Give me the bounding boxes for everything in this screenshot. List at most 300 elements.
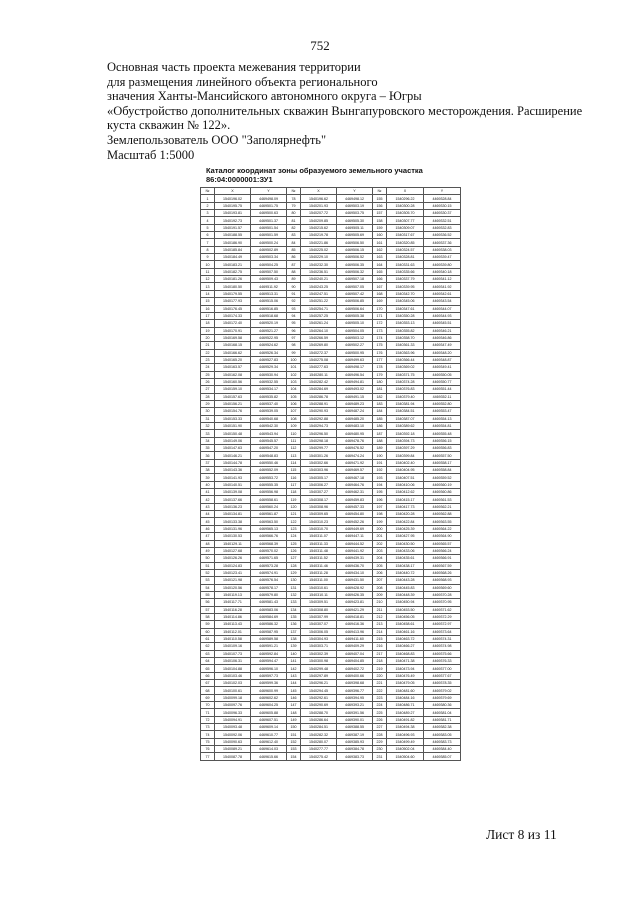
table-cell: 153: [287, 746, 301, 753]
table-cell: 1540311.28: [301, 569, 337, 576]
header-line: Основная часть проекта межевания территории: [107, 60, 361, 74]
table-cell: 25: [201, 371, 215, 378]
table-row: [201, 430, 461, 437]
table-cell: 148: [287, 709, 301, 716]
table-cell: 166: [373, 276, 387, 283]
table-cell: 4469518.68: [251, 312, 287, 319]
table-cell: 82: [287, 224, 301, 231]
table-cell: 1540345.06: [387, 298, 424, 305]
table-cell: 4469332.51: [424, 217, 461, 224]
table-row: [201, 452, 461, 459]
table-cell: 222: [373, 687, 387, 694]
table-cell: 104: [287, 386, 301, 393]
table-cell: 1540251.22: [301, 298, 337, 305]
table-cell: 4469612.40: [251, 738, 287, 745]
table-cell: 4469385.07: [424, 753, 461, 760]
table-cell: 1540445.83: [387, 584, 424, 591]
table-cell: 1540427.95: [387, 533, 424, 540]
table-cell: 226: [373, 716, 387, 723]
table-cell: 3: [201, 210, 215, 217]
table-cell: 4469520.19: [251, 320, 287, 327]
table-cell: 1540284.69: [301, 386, 337, 393]
table-cell: 4469547.20: [251, 445, 287, 452]
table-cell: 4469501.59: [251, 232, 287, 239]
table-row: [201, 665, 461, 672]
table-cell: 1540196.02: [215, 195, 251, 202]
table-cell: 1540303.71: [301, 643, 337, 650]
table-header-row: [201, 188, 461, 195]
table-cell: 1540116.28: [215, 606, 251, 613]
table-row: [201, 746, 461, 753]
table-cell: 4469589.58: [251, 635, 287, 642]
table-cell: 4469421.29: [337, 606, 373, 613]
table-cell: 175: [373, 342, 387, 349]
table-cell: 4469344.07: [424, 305, 461, 312]
table-cell: 1540090.63: [215, 738, 251, 745]
table-cell: 1540181.26: [215, 276, 251, 283]
table-cell: 4469356.15: [424, 437, 461, 444]
table-cell: 4469506.85: [337, 298, 373, 305]
table-cell: 4469540.68: [251, 415, 287, 422]
table-cell: 4469483.10: [337, 423, 373, 430]
table-cell: 1540133.38: [215, 518, 251, 525]
table-cell: 169: [373, 298, 387, 305]
table-cell: 4469454.80: [337, 511, 373, 518]
table-cell: 1540453.50: [387, 606, 424, 613]
table-cell: 1540136.23: [215, 503, 251, 510]
table-cell: 141: [287, 658, 301, 665]
table-cell: 4469340.18: [424, 268, 461, 275]
table-cell: 1540130.53: [215, 533, 251, 540]
table-cell: 4469509.43: [251, 276, 287, 283]
table-cell: 4469504.05: [337, 327, 373, 334]
table-cell: 4469576.54: [251, 577, 287, 584]
table-cell: 68: [201, 687, 215, 694]
table-cell: 167: [373, 283, 387, 290]
table-cell: 4469431.50: [337, 577, 373, 584]
table-cell: 214: [373, 628, 387, 635]
table-cell: 1540309.51: [301, 599, 337, 606]
table-cell: 1540299.48: [301, 665, 337, 672]
table-cell: 186: [373, 423, 387, 430]
table-cell: 1540374.28: [387, 378, 424, 385]
table-cell: 4469505.69: [337, 232, 373, 239]
table-cell: 72: [201, 716, 215, 723]
table-cell: 213: [373, 621, 387, 628]
table-cell: 4469503.75: [337, 210, 373, 217]
table-cell: 1540461.16: [387, 628, 424, 635]
table-cell: 4469614.03: [251, 746, 287, 753]
table-cell: 1540193.81: [215, 210, 251, 217]
table-row: [201, 327, 461, 334]
table-cell: 209: [373, 591, 387, 598]
table-cell: 1540305.70: [387, 210, 424, 217]
table-cell: 1540109.16: [215, 643, 251, 650]
table-cell: 4469511.92: [251, 283, 287, 290]
table-row: [201, 709, 461, 716]
table-cell: 4469579.80: [251, 591, 287, 598]
table-cell: 85: [287, 246, 301, 253]
table-cell: 1540448.39: [387, 591, 424, 598]
table-row: [201, 334, 461, 341]
table-row: [201, 489, 461, 496]
table-cell: 4469487.24: [337, 408, 373, 415]
table-cell: 196: [373, 496, 387, 503]
table-cell: 1540389.62: [387, 423, 424, 430]
table-cell: 1540404.95: [387, 467, 424, 474]
table-cell: 114: [287, 459, 301, 466]
table-row: [201, 599, 461, 606]
table-cell: 4469574.91: [251, 569, 287, 576]
table-cell: 4469341.12: [424, 276, 461, 283]
table-cell: 4469348.87: [424, 356, 461, 363]
table-cell: 4469336.52: [424, 232, 461, 239]
table-cell: 1540131.96: [215, 525, 251, 532]
table-cell: 58: [201, 613, 215, 620]
table-cell: 4469377.67: [424, 672, 461, 679]
table-cell: 61: [201, 635, 215, 642]
table-cell: 199: [373, 518, 387, 525]
table-row: [201, 393, 461, 400]
table-cell: 126: [287, 547, 301, 554]
table-cell: 1540299.77: [301, 445, 337, 452]
table-cell: 4469375.66: [424, 650, 461, 657]
table-cell: 1540381.94: [387, 400, 424, 407]
table-cell: 4469610.77: [251, 731, 287, 738]
table-cell: 99: [287, 349, 301, 356]
table-cell: 1540183.21: [215, 261, 251, 268]
table-cell: 4469578.17: [251, 584, 287, 591]
table-cell: 158: [373, 217, 387, 224]
table-cell: 210: [373, 599, 387, 606]
table-cell: 1540196.62: [301, 195, 337, 202]
table-cell: 4469583.06: [251, 606, 287, 613]
table-cell: 4469530.94: [251, 371, 287, 378]
table-row: [201, 496, 461, 503]
table-cell: 4469496.54: [337, 371, 373, 378]
table-cell: 4469358.84: [424, 467, 461, 474]
table-row: [201, 518, 461, 525]
table-cell: 1540496.93: [387, 731, 424, 738]
table-cell: 1540240.21: [301, 276, 337, 283]
header-line: Землепользователь ООО "Заполярнефть": [107, 132, 327, 147]
table-cell: 4469339.47: [424, 254, 461, 261]
table-cell: 88: [287, 268, 301, 275]
table-cell: 1540463.72: [387, 635, 424, 642]
table-cell: 93: [287, 305, 301, 312]
table-cell: 4469505.10: [337, 320, 373, 327]
table-cell: 4469500.24: [251, 239, 287, 246]
table-cell: 4469347.49: [424, 342, 461, 349]
table-cell: 1540471.38: [387, 658, 424, 665]
table-cell: 182: [373, 393, 387, 400]
table-cell: 203: [373, 547, 387, 554]
table-cell: 137: [287, 628, 301, 635]
table-cell: 4469359.52: [424, 474, 461, 481]
table-cell: 1540192.73: [215, 217, 251, 224]
table-cell: 4469609.14: [251, 724, 287, 731]
table-cell: 120: [287, 503, 301, 510]
table-cell: 142: [287, 665, 301, 672]
table-cell: 4469362.88: [424, 511, 461, 518]
table-row: [201, 283, 461, 290]
table-cell: 4469506.32: [337, 268, 373, 275]
table-row: [201, 195, 461, 202]
table-cell: 1540114.86: [215, 613, 251, 620]
table-cell: 4469507.18: [337, 276, 373, 283]
table-cell: 1540394.73: [387, 437, 424, 444]
table-cell: 5: [201, 224, 215, 231]
table-row: [201, 261, 461, 268]
table-cell: 1540201.93: [301, 202, 337, 209]
table-cell: 1540219.78: [301, 232, 337, 239]
table-cell: 21: [201, 342, 215, 349]
table-cell: 165: [373, 268, 387, 275]
table-cell: 200: [373, 525, 387, 532]
table-cell: 4469571.65: [251, 555, 287, 562]
table-cell: 4469350.05: [424, 371, 461, 378]
table-cell: 4469500.95: [337, 349, 373, 356]
coordinate-table: [200, 187, 461, 761]
table-cell: 1540384.51: [387, 408, 424, 415]
table-cell: 1540092.06: [215, 731, 251, 738]
table-cell: 1540184.49: [215, 254, 251, 261]
table-cell: 4469368.93: [424, 577, 461, 584]
table-cell: 1540277.63: [301, 364, 337, 371]
table-cell: 1540458.61: [387, 621, 424, 628]
table-cell: 1540102.03: [215, 680, 251, 687]
table-cell: 1540288.91: [301, 400, 337, 407]
table-cell: 1540195.75: [215, 202, 251, 209]
table-cell: 96: [287, 327, 301, 334]
table-cell: 4469503.19: [337, 202, 373, 209]
table-cell: 1540275.42: [301, 753, 337, 760]
table-cell: 49: [201, 547, 215, 554]
table-cell: 1540328.81: [387, 254, 424, 261]
table-cell: 1540310.70: [301, 525, 337, 532]
table-cell: 1540294.73: [301, 423, 337, 430]
table-cell: 4469409.29: [337, 643, 373, 650]
table-cell: 4469428.92: [337, 584, 373, 591]
table-cell: 4469563.50: [251, 518, 287, 525]
table-cell: 130: [287, 577, 301, 584]
table-cell: 4469360.86: [424, 489, 461, 496]
column-header: №: [201, 188, 215, 195]
table-cell: 4469353.47: [424, 408, 461, 415]
table-cell: 1540107.73: [215, 650, 251, 657]
table-cell: 67: [201, 680, 215, 687]
table-cell: 27: [201, 386, 215, 393]
table-cell: 1540422.84: [387, 518, 424, 525]
table-cell: 1540320.85: [387, 239, 424, 246]
table-cell: 4469374.98: [424, 643, 461, 650]
table-cell: 4469364.22: [424, 525, 461, 532]
table-cell: 94: [287, 312, 301, 319]
table-cell: 1540300.28: [387, 202, 424, 209]
table-cell: 151: [287, 731, 301, 738]
table-cell: 4469434.10: [337, 569, 373, 576]
table-cell: 1540311.52: [301, 555, 337, 562]
table-cell: 4469396.77: [337, 687, 373, 694]
table-cell: 188: [373, 437, 387, 444]
table-cell: 1540300.98: [301, 658, 337, 665]
table-cell: 39: [201, 474, 215, 481]
table-cell: 1540376.83: [387, 386, 424, 393]
table-cell: 1540129.11: [215, 540, 251, 547]
table-cell: 187: [373, 430, 387, 437]
table-cell: 4469373.64: [424, 628, 461, 635]
table-row: [201, 606, 461, 613]
table-cell: 143: [287, 672, 301, 679]
table-cell: 4469605.88: [251, 709, 287, 716]
table-cell: 4469499.63: [337, 356, 373, 363]
table-cell: 1540280.11: [301, 371, 337, 378]
table-cell: 4469439.31: [337, 555, 373, 562]
table-cell: 4469354.81: [424, 423, 461, 430]
table-cell: 202: [373, 540, 387, 547]
table-cell: 1540236.51: [301, 268, 337, 275]
table-cell: 1540093.48: [215, 724, 251, 731]
table-cell: 106: [287, 400, 301, 407]
table-cell: 13: [201, 283, 215, 290]
table-cell: 4469384.40: [424, 746, 461, 753]
table-cell: 34: [201, 437, 215, 444]
table-cell: 4469345.51: [424, 320, 461, 327]
table-cell: 221: [373, 680, 387, 687]
table-cell: 220: [373, 672, 387, 679]
table-cell: 6: [201, 232, 215, 239]
table-cell: 4469489.23: [337, 400, 373, 407]
table-cell: 1540296.21: [301, 680, 337, 687]
table-cell: 1540286.78: [301, 393, 337, 400]
table-cell: 4469365.57: [424, 540, 461, 547]
table-cell: 64: [201, 658, 215, 665]
table-row: [201, 349, 461, 356]
table-cell: 4469378.35: [424, 680, 461, 687]
table-cell: 22: [201, 349, 215, 356]
table-cell: 89: [287, 276, 301, 283]
table-cell: 1540165.20: [215, 356, 251, 363]
table-cell: 177: [373, 356, 387, 363]
table-cell: 103: [287, 378, 301, 385]
table-cell: 192: [373, 467, 387, 474]
table-cell: 29: [201, 400, 215, 407]
table-cell: 47: [201, 533, 215, 540]
table-cell: 1540476.49: [387, 672, 424, 679]
table-cell: 1540157.63: [215, 393, 251, 400]
table-cell: 123: [287, 525, 301, 532]
table-cell: 4469370.95: [424, 599, 461, 606]
table-cell: 79: [287, 202, 301, 209]
table-cell: 1540456.05: [387, 613, 424, 620]
table-cell: 1540169.58: [215, 334, 251, 341]
table-cell: 224: [373, 702, 387, 709]
table-cell: 219: [373, 665, 387, 672]
table-cell: 1540147.63: [215, 445, 251, 452]
table-cell: 4469436.70: [337, 562, 373, 569]
table-cell: 4469372.29: [424, 613, 461, 620]
table-cell: 1540489.27: [387, 709, 424, 716]
table-cell: 1540290.69: [301, 702, 337, 709]
table-row: [201, 635, 461, 642]
table-row: [201, 437, 461, 444]
table-cell: 173: [373, 327, 387, 334]
table-cell: 1540310.61: [301, 584, 337, 591]
table-cell: 1540185.84: [215, 246, 251, 253]
table-row: [201, 621, 461, 628]
table-cell: 54: [201, 584, 215, 591]
table-cell: 100: [287, 356, 301, 363]
table-cell: 4469380.36: [424, 702, 461, 709]
table-row: [201, 503, 461, 510]
table-cell: 1540363.96: [387, 349, 424, 356]
table-cell: 1540292.61: [301, 694, 337, 701]
table-cell: 1540337.79: [387, 276, 424, 283]
table-cell: 191: [373, 459, 387, 466]
table-cell: 1540143.36: [215, 467, 251, 474]
table-cell: 1540243.25: [301, 283, 337, 290]
table-cell: 4469526.34: [251, 349, 287, 356]
header-line: куста скважин № 122».: [107, 118, 231, 133]
table-cell: 133: [287, 599, 301, 606]
table-cell: 4469586.32: [251, 621, 287, 628]
table-cell: 46: [201, 525, 215, 532]
table-cell: 4469467.18: [337, 474, 373, 481]
table-cell: 4469362.21: [424, 503, 461, 510]
table-row: [201, 364, 461, 371]
table-row: [201, 224, 461, 231]
table-cell: 4469505.30: [337, 217, 373, 224]
table-cell: 75: [201, 738, 215, 745]
table-cell: 4469485.20: [337, 415, 373, 422]
table-row: [201, 312, 461, 319]
table-cell: 4469506.15: [337, 246, 373, 253]
table-cell: 4469521.27: [251, 327, 287, 334]
table-cell: 4469507.50: [251, 268, 287, 275]
table-cell: 4469368.26: [424, 569, 461, 576]
table-cell: 1540182.75: [215, 268, 251, 275]
table-cell: 4469500.63: [251, 210, 287, 217]
table-cell: 4469553.72: [251, 474, 287, 481]
table-cell: 56: [201, 599, 215, 606]
table-cell: 1540264.10: [301, 327, 337, 334]
table-cell: 4469565.13: [251, 525, 287, 532]
table-cell: 156: [373, 202, 387, 209]
table-cell: 1540324.57: [387, 246, 424, 253]
table-cell: 1: [201, 195, 215, 202]
table-cell: 4469494.81: [337, 378, 373, 385]
table-cell: 1540303.96: [301, 467, 337, 474]
table-cell: 90: [287, 283, 301, 290]
table-cell: 1540309.65: [301, 511, 337, 518]
table-cell: 4469404.85: [337, 658, 373, 665]
table-row: [201, 298, 461, 305]
table-cell: 1540229.10: [301, 254, 337, 261]
table-cell: 1540266.59: [301, 334, 337, 341]
table-cell: 45: [201, 518, 215, 525]
table-row: [201, 569, 461, 576]
table-cell: 4469561.87: [251, 511, 287, 518]
table-cell: 140: [287, 650, 301, 657]
table-cell: 4469341.92: [424, 283, 461, 290]
table-cell: 1540371.75: [387, 371, 424, 378]
table-cell: 83: [287, 232, 301, 239]
table-cell: 19: [201, 327, 215, 334]
table-cell: 1540113.43: [215, 621, 251, 628]
coordinate-catalog: [200, 166, 460, 761]
table-cell: 4469474.24: [337, 452, 373, 459]
table-cell: 102: [287, 371, 301, 378]
